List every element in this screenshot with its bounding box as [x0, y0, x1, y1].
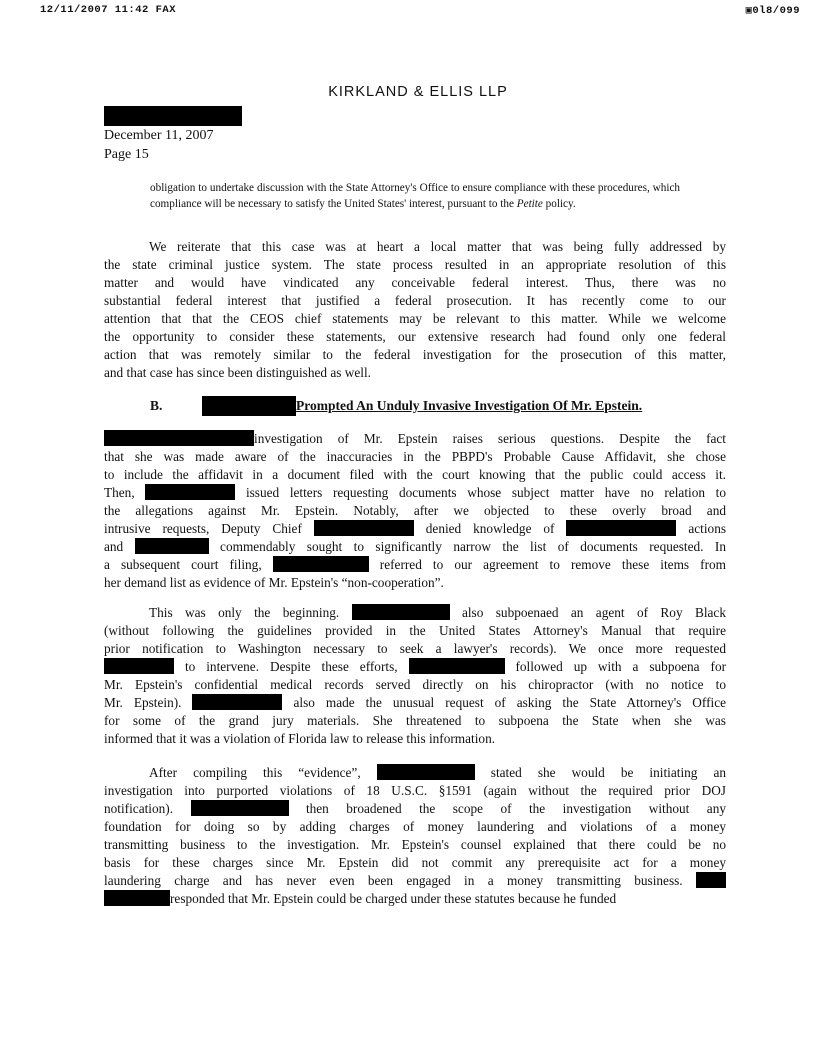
- text-line: the opportunity to consider these statements, our extensive research had found only one federal: [104, 329, 726, 344]
- text-line: [104, 538, 726, 556]
- paragraph-evidence: [104, 764, 726, 908]
- quote-line: policy.: [542, 198, 576, 210]
- text-line: that she was made aware of the inaccuracies in the PBPD's Probable Cause Affidavit, she chose: [104, 449, 726, 464]
- text-line: foundation for doing so by adding charges of money laundering and violations of a money: [104, 819, 726, 834]
- text-line: [104, 604, 726, 622]
- section-title: Prompted An Unduly Invasive Investigation Of Mr. Epstein.: [296, 398, 643, 413]
- redaction-block: [273, 556, 369, 572]
- text-line: and that case has since been distinguished as well.: [104, 365, 371, 380]
- paragraph-reiterate: [104, 238, 726, 382]
- text-run: notification).: [104, 801, 174, 816]
- redaction-block: [377, 764, 475, 780]
- text-line: action that was remotely similar to the federal investigation for the prosecution of this matter,: [104, 347, 726, 362]
- redaction-block: [192, 694, 282, 710]
- text-line: informed that it was a violation of Florida law to release this information.: [104, 731, 496, 746]
- text-line: [104, 658, 726, 676]
- redaction-block: [104, 430, 254, 446]
- redaction-block: [191, 800, 289, 816]
- redaction-block: [104, 658, 174, 674]
- text-line: her demand list as evidence of Mr. Epstein's “non-cooperation”.: [104, 575, 444, 590]
- text-run: issued letters requesting documents whose subject matter have no relation to: [245, 485, 726, 500]
- text-line: the allegations against Mr. Epstein. Notably, after we objected to these overly broad and: [104, 503, 726, 518]
- text-line: (without following the guidelines provided in the United States Attorney's Manual that require: [104, 623, 726, 638]
- text-run: referred to our agreement to remove these items from: [379, 557, 727, 572]
- text-line: the state criminal justice system. The state process resulted in an appropriate resolution of this: [104, 257, 726, 272]
- text-run: This was only the beginning.: [149, 605, 340, 620]
- text-line: attention that that the CEOS chief statements may be relevant to this matter. While we welcome: [104, 311, 726, 326]
- quote-line: pursuant to the: [447, 198, 517, 210]
- text-run: to intervene. Despite these efforts,: [184, 659, 398, 674]
- text-line: substantial federal interest that justified a federal prosecution. It has recently come to our: [104, 293, 726, 308]
- text-run: denied knowledge of: [425, 521, 555, 536]
- text-line: to include the affidavit in a document filed with the court knowing that the public could access it.: [104, 467, 726, 482]
- text-line: [104, 800, 726, 818]
- quote-line: these procedures, which compliance will be necessary to satisfy the United States' interest,: [150, 182, 680, 210]
- redaction-block: [352, 604, 450, 620]
- quote-emphasis: Petite: [516, 198, 543, 210]
- text-run: also made the unusual request of asking the State Attorney's Office: [293, 695, 727, 710]
- redaction-block: [202, 396, 296, 416]
- text-run: Then,: [104, 485, 135, 500]
- text-line: Mr. Epstein's confidential medical records served directly on his chiropractor (with no notice to: [104, 677, 726, 692]
- text-line: [104, 890, 726, 908]
- paragraph-beginning: [104, 604, 726, 748]
- text-run: intrusive requests, Deputy Chief: [104, 521, 302, 536]
- text-run: Mr. Epstein).: [104, 695, 182, 710]
- redaction-block: [696, 872, 726, 888]
- text-line: [104, 430, 726, 448]
- redaction-block: [566, 520, 676, 536]
- text-line: matter and would have vindicated any conceivable federal interest. Thus, there was no: [104, 275, 726, 290]
- text-run: stated she would be initiating an: [490, 765, 727, 780]
- text-line: investigation into purported violations of 18 U.S.C. §1591 (again without the required prior DOJ: [104, 783, 726, 798]
- text-line: We reiterate that this case was at heart a local matter that was being fully addressed by: [149, 239, 726, 254]
- redaction-block: [135, 538, 209, 554]
- redaction-block: [409, 658, 505, 674]
- text-line: [104, 694, 726, 712]
- text-line: [104, 872, 726, 890]
- redaction-block: [314, 520, 414, 536]
- fax-header-left: 12/11/2007 11:42 FAX: [40, 4, 177, 16]
- text-run: responded that Mr. Epstein could be charged under these statutes because he funded: [170, 891, 617, 906]
- letterhead: KIRKLAND & ELLIS LLP: [328, 84, 508, 100]
- quote-line: obligation to undertake discussion with the State Attorney's Office to ensure compliance with: [150, 182, 570, 194]
- page-number: Page 15: [104, 147, 149, 162]
- text-line: [104, 764, 726, 782]
- text-line: basis for these charges since Mr. Epstein did not commit any prerequisite act for a money: [104, 855, 726, 870]
- text-line: [104, 556, 726, 574]
- fax-header-right: ▣0l8/099: [745, 5, 800, 17]
- text-run: a subsequent court filing,: [104, 557, 262, 572]
- redaction-block: [104, 890, 170, 906]
- letter-date: December 11, 2007: [104, 128, 214, 143]
- paragraph-investigation: [104, 430, 726, 592]
- section-letter: B.: [150, 398, 163, 413]
- text-run: laundering charge and has never even been engaged in a money transmitting business.: [104, 873, 683, 888]
- text-run: After compiling this “evidence”,: [149, 765, 361, 780]
- text-run: and: [104, 539, 124, 554]
- text-line: for some of the grand jury materials. She threatened to subpoena the State when she was: [104, 713, 726, 728]
- redaction-block: [104, 106, 242, 126]
- text-run: also subpoenaed an agent of Roy Black: [461, 605, 726, 620]
- redaction-block: [145, 484, 235, 500]
- text-line: prior notification to Washington necessary to seek a lawyer's records). We once more requested: [104, 641, 726, 656]
- text-run: commendably sought to significantly narrow the list of documents requested. In: [220, 539, 726, 554]
- text-line: [104, 484, 726, 502]
- text-line: transmitting business to the investigation. Mr. Epstein's counsel explained that there could be no: [104, 837, 726, 852]
- text-run: followed up with a subpoena for: [515, 659, 727, 674]
- text-run: investigation of Mr. Epstein raises serious questions. Despite the fact: [254, 431, 726, 446]
- text-run: then broadened the scope of the investigation without any: [305, 801, 726, 816]
- text-run: actions: [688, 521, 727, 536]
- text-line: [104, 520, 726, 538]
- block-quote: [150, 180, 680, 212]
